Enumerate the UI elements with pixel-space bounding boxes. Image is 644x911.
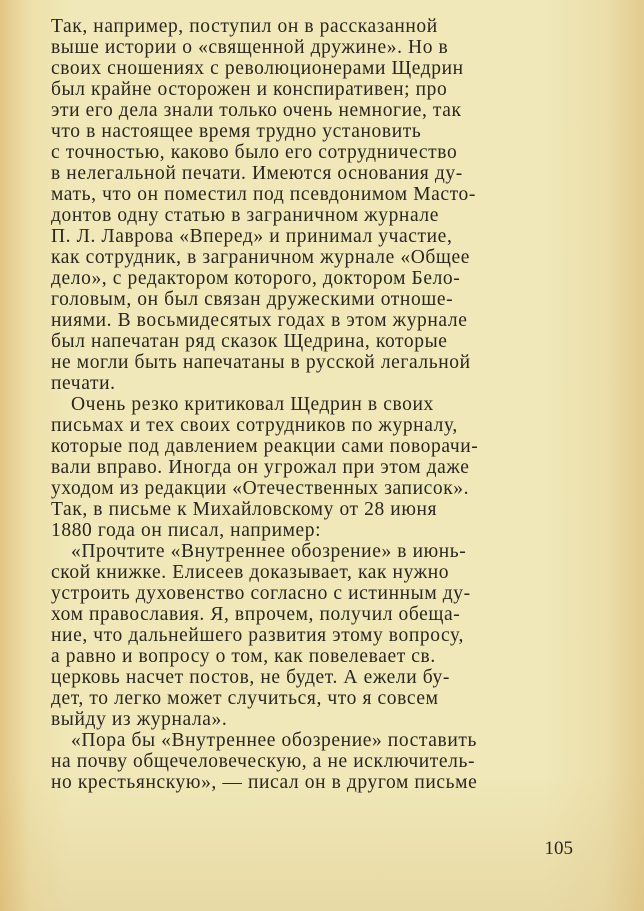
text-line: «Прочтите «Внутреннее обозрение» в июнь- <box>71 541 467 562</box>
text-line: ской книжке. Елисеев доказывает, как нужно <box>51 562 450 583</box>
text-line: своих сношениях с революционерами Щедрин <box>51 58 464 79</box>
text-line: не могли быть напечатаны в русской легальной <box>51 352 471 373</box>
text-line: ние, что дальнейшего развития этому вопросу, <box>51 625 464 646</box>
text-line: вали вправо. Иногда он угрожал при этом даже <box>51 457 470 478</box>
text-line: уходом из редакции «Отечественных записок». <box>51 478 470 499</box>
text-line: Так, например, поступил он в рассказанной <box>51 16 438 37</box>
text-line: эти его дела знали только очень немногие, так <box>51 100 462 121</box>
text-line: головым, он был связан дружескими отноше- <box>51 289 454 310</box>
text-line: но крестьянскую», — писал он в другом письме <box>51 772 478 793</box>
text-line: которые под давлением реакции сами поворачи- <box>51 436 479 457</box>
text-line: выше истории о «священной дружине». Но в <box>51 37 449 58</box>
page-number: 105 <box>544 838 573 859</box>
text-line: ниями. В восьмидесятых годах в этом журнале <box>51 310 468 331</box>
text-line: устроить духовенство согласно с истинным ду- <box>51 583 471 604</box>
text-line: хом православия. Я, впрочем, получил обеща- <box>51 604 461 625</box>
text-line: как сотрудник, в заграничном журнале «Общее <box>51 247 471 268</box>
text-line: дет, то легко может случиться, что я совсем <box>51 688 439 709</box>
text-line: дело», с редактором которого, доктором Бело- <box>51 268 461 289</box>
body-text <box>51 16 573 793</box>
text-line: с точностью, каково было его сотрудничество <box>51 142 458 163</box>
text-line: письмах и тех своих сотрудников по журналу, <box>51 415 458 436</box>
text-line: был напечатан ряд сказок Щедрина, которые <box>51 331 448 352</box>
text-line: «Пора бы «Внутреннее обозрение» поставить <box>71 730 478 751</box>
text-line: выйду из журнала». <box>51 709 228 730</box>
text-line: Так, в письме к Михайловскому от 28 июня <box>51 499 438 520</box>
text-line: печати. <box>51 373 116 394</box>
text-line: в нелегальной печати. Имеются основания ду- <box>51 163 463 184</box>
text-line: был крайне осторожен и конспиративен; про <box>51 79 448 100</box>
text-line: на почву общечеловеческую, а не исключитель- <box>51 751 476 772</box>
text-line: церковь насчет постов, не будет. А ежели бу- <box>51 667 450 688</box>
text-line: что в настоящее время трудно установить <box>51 121 422 142</box>
text-line: П. Л. Лаврова «Вперед» и принимал участие, <box>51 226 453 247</box>
text-line: мать, что он поместил под псевдонимом Масто- <box>51 184 476 205</box>
text-line: донтов одну статью в заграничном журнале <box>51 205 439 226</box>
text-line: 1880 года он писал, например: <box>51 520 322 541</box>
text-line: Очень резко критиковал Щедрин в своих <box>71 394 434 415</box>
text-line: а равно и вопросу о том, как повелевает св. <box>51 646 436 667</box>
